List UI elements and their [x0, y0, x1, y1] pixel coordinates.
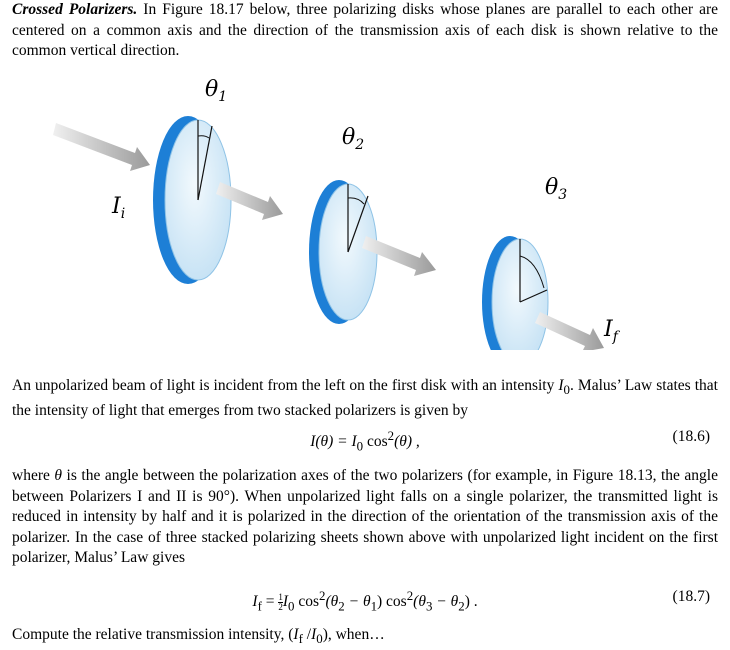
eq2-frac-den: 2 — [278, 602, 283, 613]
eq2-a2s: 3 — [425, 598, 433, 614]
eq2-lhs-I: I — [252, 593, 258, 611]
para2-zero: 0 — [563, 382, 570, 398]
eq2-equals: = — [261, 593, 279, 611]
eq1-cos: cos — [363, 433, 388, 451]
eq2-a1s: 2 — [338, 598, 345, 614]
eq2-frac-num: 1 — [278, 592, 283, 603]
equation-18-6 — [0, 428, 730, 452]
incident-arrow — [53, 123, 150, 171]
eq2-sup2: 2 — [406, 588, 414, 603]
equation-18-7 — [0, 588, 730, 612]
para3-theta: θ — [54, 467, 63, 484]
eq2-I0: I — [282, 593, 289, 611]
polarizer-disk-3 — [482, 236, 548, 350]
incident-intensity-label: $I_i$ — [112, 194, 126, 222]
final-intensity-label: $I_f$ — [604, 317, 618, 345]
theta1-label: $\theta_1$ — [205, 77, 228, 105]
intro-paragraph — [12, 0, 718, 62]
eq1-sub0: 0 — [356, 438, 364, 454]
eq1-lhs: I(θ) = I — [310, 433, 357, 451]
para4-If: I — [293, 626, 299, 643]
para4-I0: I — [311, 626, 317, 643]
intro-heading: Crossed Polarizers. — [12, 1, 138, 18]
theta2-label: $\theta_2$ — [342, 125, 365, 153]
eq2-arg1: (θ — [325, 593, 339, 611]
para2-text-before: An unpolarized beam of light is incident from the left on the first disk with an intensity — [12, 377, 559, 394]
eq2-number: (18.7) — [672, 588, 710, 605]
malus-intro-paragraph — [12, 376, 718, 421]
eq2-sub0: 0 — [288, 598, 295, 614]
polarizer-disk-2 — [309, 180, 377, 324]
para4-zero: 0 — [316, 631, 323, 647]
figure-polarizers — [0, 60, 730, 350]
eq2-a1s2: 1 — [370, 598, 378, 614]
intro-text: In Figure 18.17 below, three polarizing disks whose planes are parallel to each other are centered on a common axis and the direction of the transmission axis of each disk is shown relative to the common vertical direction. — [12, 1, 718, 59]
eq2-lhs-sub: f — [257, 598, 262, 614]
eq2-close1: ) cos — [377, 593, 407, 611]
eq1-sup: 2 — [387, 428, 395, 443]
para2-I: I — [558, 377, 564, 394]
eq2-minus2: − θ — [432, 593, 459, 611]
eq2-arg2: (θ — [413, 593, 426, 611]
polarizer-disk-1 — [153, 116, 231, 284]
para4-text-before: Compute the relative transmission intensity, ( — [12, 626, 294, 643]
theta3-label: $\theta_3$ — [545, 175, 568, 203]
eq2-minus1: − θ — [344, 593, 371, 611]
explanation-paragraph — [12, 466, 718, 569]
eq2-cos1: cos — [294, 593, 320, 611]
eq2-a2s2: 2 — [458, 598, 465, 614]
para4-text-after: ), when… — [322, 626, 385, 643]
eq1-arg: (θ) , — [394, 433, 420, 451]
para4-f: f — [298, 631, 303, 647]
para3-text: is the angle between the polarization axes of the two polarizers (for example, in Figure 18.13, the angle between Polarizers I and II is 90°). When unpolarized light falls on a single polarizer, the transmitted light is reduced in intensity by half and it is polarized in the direction of the orientation of the transmission axis of the polarizer. In the case of three stacked polarizing sheets shown above with unpolarized light incident on the first polarizer, Malus’ Law gives — [12, 467, 718, 566]
para3-where: where — [12, 467, 55, 484]
eq2-sup1: 2 — [319, 588, 326, 603]
para4-slash: / — [302, 626, 312, 643]
para2-text-after: . Malus’ Law states that the intensity of light that emerges from two stacked polarizers is given by — [12, 377, 718, 419]
eq1-number: (18.6) — [672, 428, 710, 445]
eq2-close2: ) . — [464, 593, 478, 611]
